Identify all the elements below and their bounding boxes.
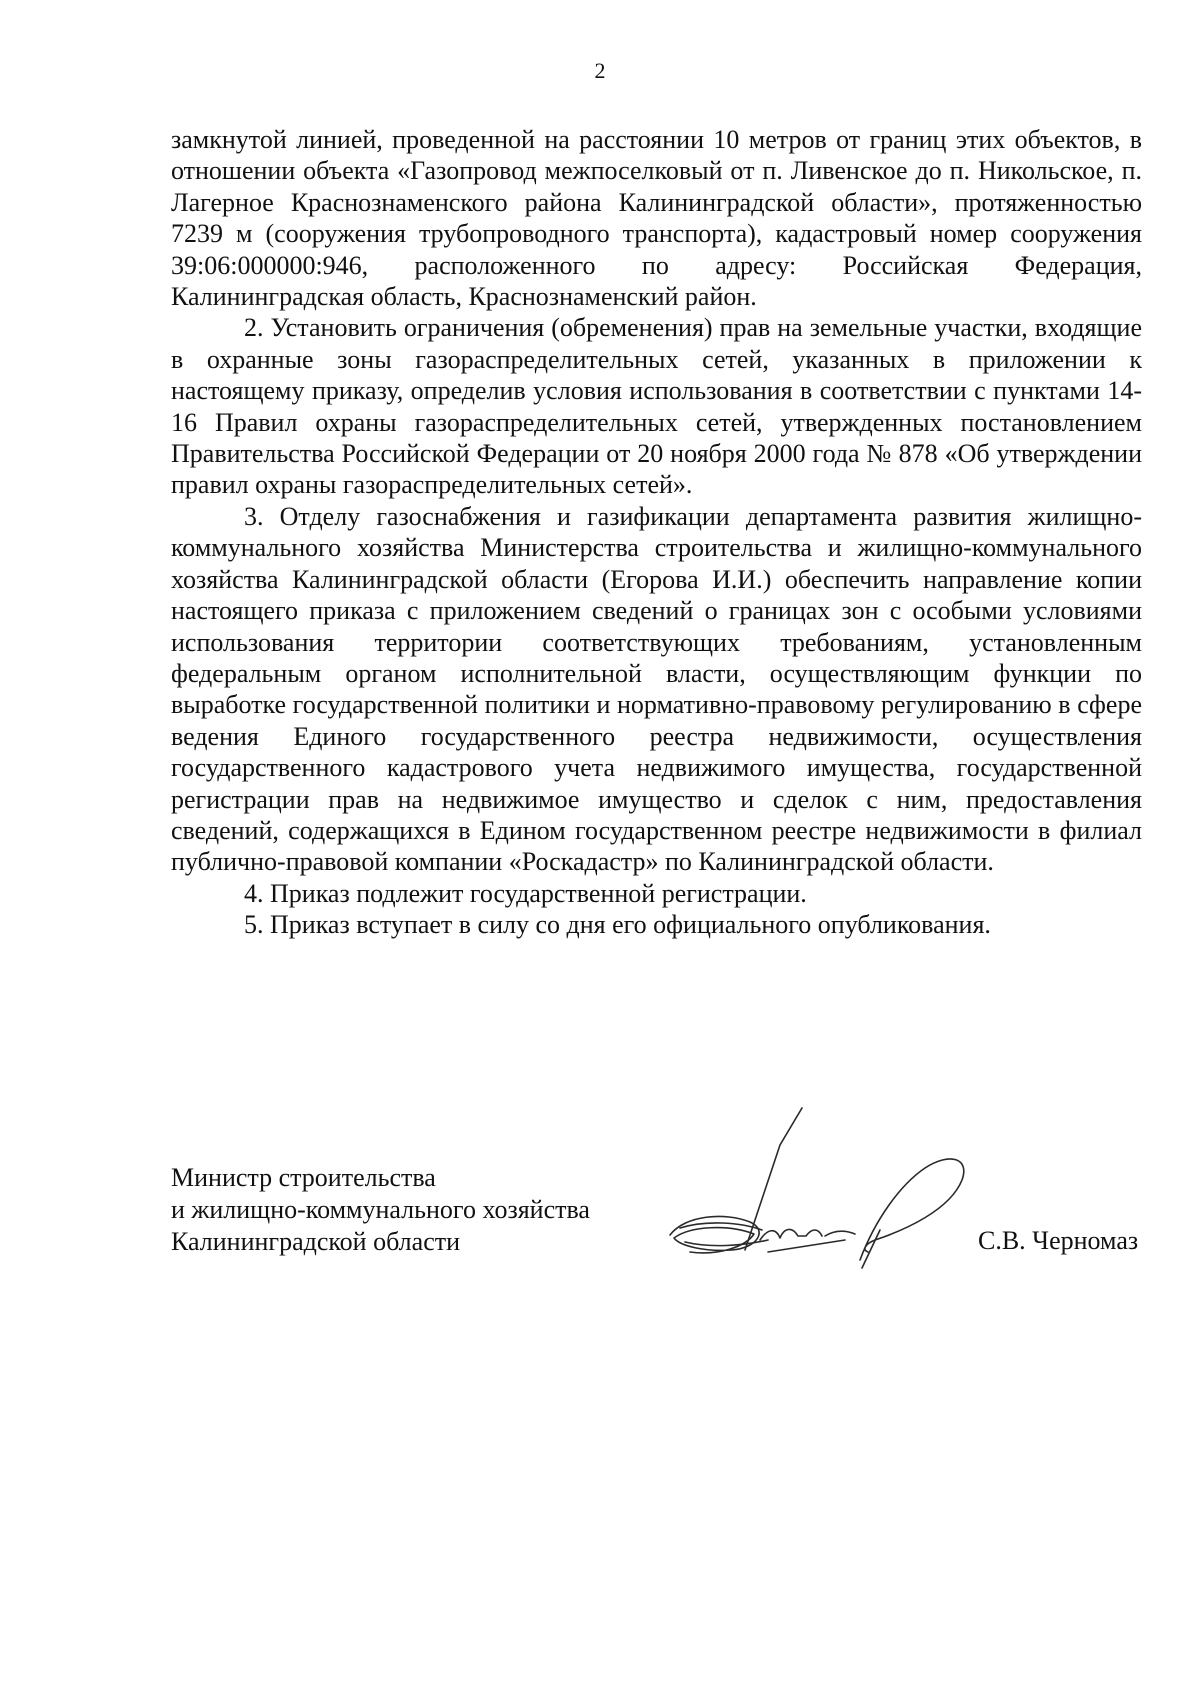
signatory-title-line: Министр строительства <box>171 1163 436 1192</box>
page-number: 2 <box>594 58 606 83</box>
signatory-title-line: Калининградской области <box>171 1227 461 1256</box>
paragraph-item-3: 3. Отделу газоснабжения и газификации департамента развития жилищно-коммунального хозяйства Министерства строительства и жилищно-коммунального хозяйства Калининградской области (Егорова И.И.) обеспечить направление копии настоящего приказа с приложением сведений о границах зон с особыми условиями использования территории соответствующих требованиям, установленным федеральным органом исполнительной власти, осуществляющим функции по выработке государственной политики и нормативно-правовому регулированию в сфере ведения Единого государственного реестра недвижимости, осуществления государственного кадастрового учета недвижимого имущества, государственной регистрации прав на недвижимое имущество и сделок с ним, предоставления сведений, содержащихся в Едином государственном реестре недвижимости в филиал публично-правовой компании «Роскадастр» по Калининградской области. <box>171 501 1142 877</box>
paragraph-item-5: 5. Приказ вступает в силу со дня его официального опубликования. <box>244 910 991 940</box>
document-body <box>171 124 1142 941</box>
signatory-title-line: и жилищно-коммунального хозяйства <box>171 1195 590 1224</box>
paragraph-item-4: 4. Приказ подлежит государственной регистрации. <box>244 878 807 908</box>
paragraph-item-2: 2. Установить ограничения (обременения) прав на земельные участки, входящие в охранные зоны газораспределительных сетей, указанных в приложении к настоящему приказу, определив условия использования в соответствии с пунктами 14-16 Правил охраны газораспределительных сетей, утвержденных постановлением Правительства Российской Федерации от 20 ноября 2000 года № 878 «Об утверждении правил охраны газораспределительных сетей». <box>171 313 1142 500</box>
paragraph-continuation: замкнутой линией, проведенной на расстоянии 10 метров от границ этих объектов, в отношении объекта «Газопровод межпоселковый от п. Ливенское до п. Никольское, п. Лагерное Краснознаменского района Калининградской области», протяженностью 7239 м (сооружения трубопроводного транспорта), кадастровый номер сооружения 39:06:000000:946, расположенного по адресу: Российская Федерация, Калининградская область, Краснознаменский район. <box>171 125 1142 312</box>
signatory-name: С.В. Черномаз <box>978 1226 1139 1255</box>
signatory-title <box>171 1162 590 1258</box>
handwritten-signature <box>650 1100 1000 1300</box>
